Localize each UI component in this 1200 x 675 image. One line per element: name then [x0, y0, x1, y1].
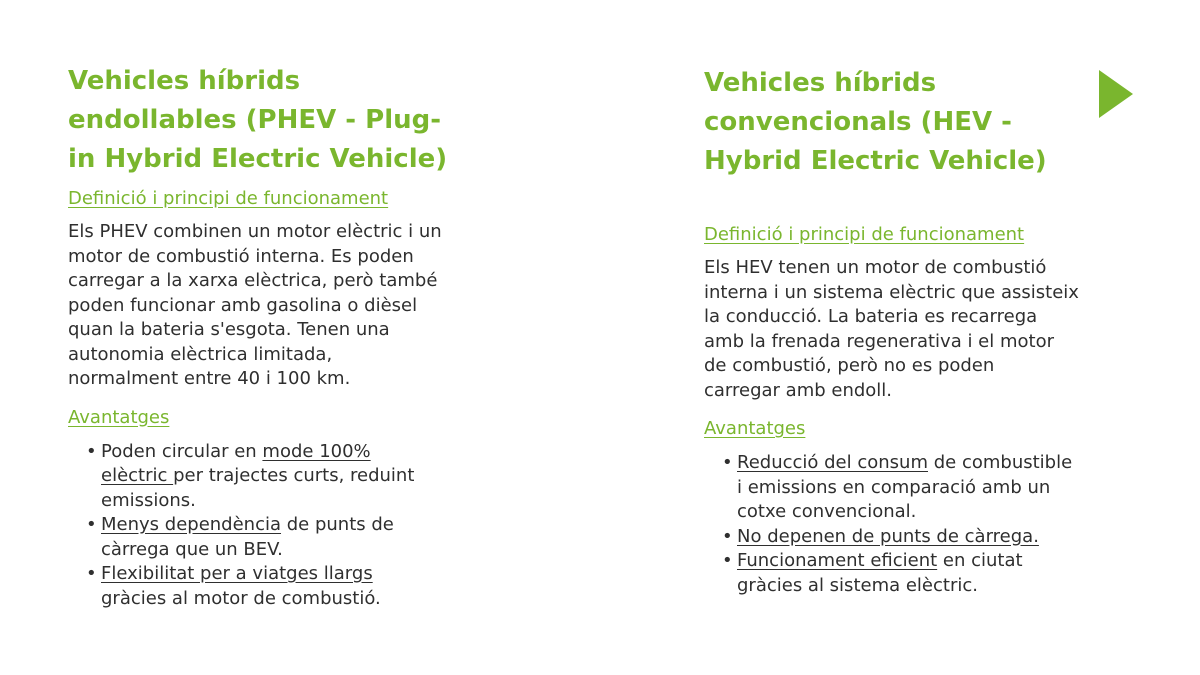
highlight-text: Funcionament eficient: [737, 550, 938, 571]
text-line: quan la bateria s'esgota. Tenen una: [68, 319, 390, 340]
phev-definition-heading: Definició i principi de funcionament: [68, 188, 389, 209]
list-item: [704, 451, 1124, 525]
text-line: normalment entre 40 i 100 km.: [68, 368, 351, 389]
hev-column: [704, 64, 1124, 598]
text: de punts de: [281, 514, 394, 535]
play-arrow-icon[interactable]: [1099, 70, 1133, 118]
list-item: [68, 562, 478, 611]
text-line: carregar a la xarxa elèctrica, però també: [68, 270, 438, 291]
text-line: de combustió, però no es poden: [704, 355, 995, 376]
hev-title-line: Vehicles híbrids: [704, 68, 937, 98]
phev-title-line: in Hybrid Electric Vehicle): [68, 144, 448, 174]
text-line: amb la frenada regenerativa i el motor: [704, 330, 1054, 352]
phev-advantages-heading: Avantatges: [68, 406, 170, 428]
text-line: Els HEV tenen un motor de combustió: [704, 257, 1047, 278]
hev-definition-heading: Definició i principi de funcionament: [704, 224, 1025, 245]
bullet-icon: •: [86, 440, 97, 462]
list-item: [704, 549, 1124, 598]
bullet-icon: •: [86, 563, 97, 584]
text: gràcies al motor de combustió.: [101, 587, 381, 609]
text: de combustible: [928, 452, 1073, 473]
hev-advantages-list: [704, 451, 1124, 598]
phev-column: [68, 62, 478, 611]
text-line: Els PHEV combinen un motor elèctric i un: [68, 221, 442, 242]
phev-title-line: Vehicles híbrids: [68, 66, 301, 96]
hev-definition-text: [704, 256, 1124, 403]
text: càrrega que un BEV.: [101, 538, 283, 560]
text-line: autonomia elèctrica limitada,: [68, 343, 333, 365]
text-line: interna i un sistema elèctric que assisteix: [704, 281, 1079, 303]
phev-definition-text: [68, 220, 478, 392]
text: emissions.: [101, 489, 196, 511]
list-item: [68, 513, 478, 562]
phev-advantages-list: [68, 440, 478, 612]
highlight-text: elèctric: [101, 465, 174, 486]
highlight-text: Flexibilitat per a viatges llargs: [101, 563, 373, 584]
highlight-text: Menys dependència: [101, 514, 282, 535]
phev-title: [68, 62, 478, 179]
text: per trajectes curts, reduint: [173, 465, 415, 486]
highlight-text: No depenen de punts de càrrega.: [737, 525, 1039, 547]
bullet-icon: •: [722, 525, 733, 547]
text-line: la conducció. La bateria es recarrega: [704, 306, 1038, 327]
text: cotxe convencional.: [737, 501, 917, 522]
list-item: [704, 525, 1124, 550]
hev-advantages-heading: Avantatges: [704, 418, 806, 439]
text-line: motor de combustió interna. Es poden: [68, 245, 414, 267]
text-line: poden funcionar amb gasolina o dièsel: [68, 294, 418, 316]
text: en ciutat: [937, 550, 1023, 571]
phev-title-line: endollables (PHEV - Plug-: [68, 105, 442, 135]
bullet-icon: •: [86, 514, 97, 535]
hev-title-line: convencionals (HEV -: [704, 107, 1012, 137]
text: i emissions en comparació amb un: [737, 476, 1051, 498]
text: gràcies al sistema elèctric.: [737, 574, 978, 596]
highlight-text: Reducció del consum: [737, 452, 928, 473]
text: Poden circular en: [101, 440, 263, 462]
highlight-text: mode 100%: [262, 440, 371, 462]
hev-title: [704, 64, 1124, 181]
bullet-icon: •: [722, 550, 733, 571]
list-item: [68, 440, 478, 514]
text-line: carregar amb endoll.: [704, 379, 893, 401]
bullet-icon: •: [722, 452, 733, 473]
hev-title-line: Hybrid Electric Vehicle): [704, 146, 1047, 176]
